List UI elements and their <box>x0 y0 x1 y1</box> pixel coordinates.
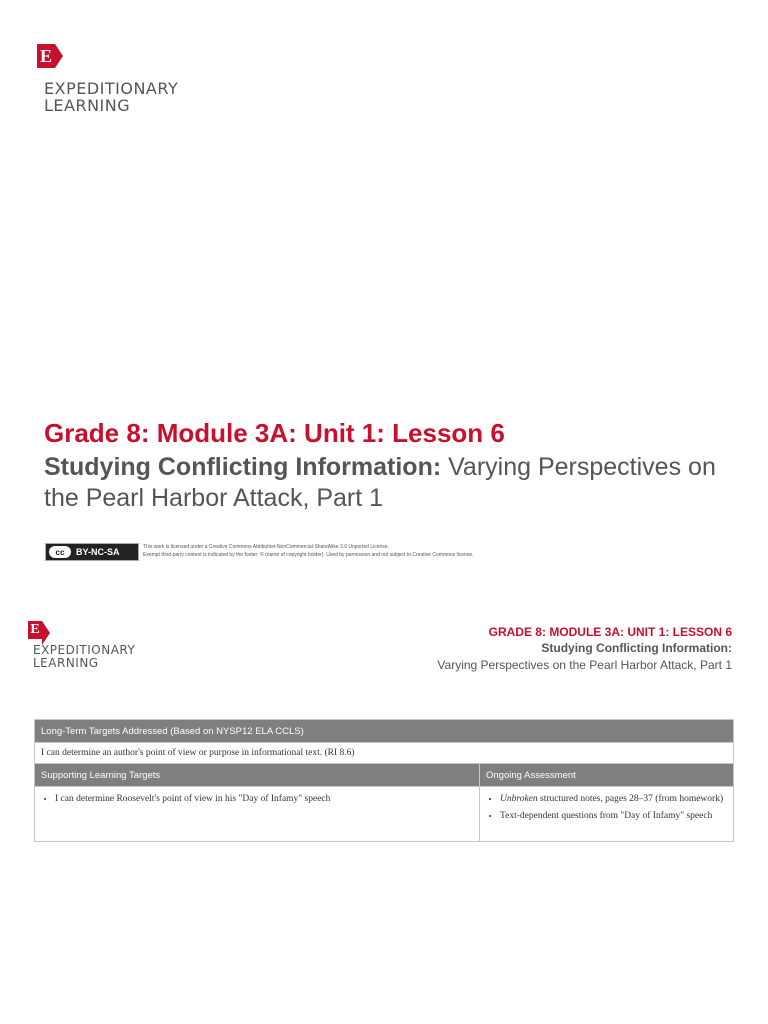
cover-title: Grade 8: Module 3A: Unit 1: Lesson 6 <box>44 418 505 448</box>
ongoing-item-text: structured notes, pages 28–37 (from homework) <box>537 794 724 804</box>
logo-line1: EXPEDITIONARY <box>44 79 179 98</box>
supporting-targets-cell <box>35 787 480 841</box>
cover-subtitle-bold: Studying Conflicting Information: <box>44 453 442 481</box>
lesson-header-subtitle: Studying Conflicting Information: <box>541 641 732 655</box>
long-term-header: Long-Term Targets Addressed (Based on NYSP12 ELA CCLS) <box>35 720 733 742</box>
ongoing-assessment-item <box>500 793 727 805</box>
ongoing-assessment-header: Ongoing Assessment <box>480 764 733 786</box>
supporting-target-item: • I can determine Roosevelt's point of view in his "Day of Infamy" speech <box>55 793 473 805</box>
header-logo-mark: E <box>28 621 42 639</box>
book-title: Unbroken <box>500 794 538 804</box>
header-logo-line1: EXPEDITIONARY <box>33 643 136 657</box>
cover-subtitle-rest: Varying Perspectives on the Pearl Harbor Attack, Part 1 <box>44 453 716 513</box>
header-logo-line2: LEARNING <box>33 655 99 670</box>
header-logo-text <box>33 644 135 669</box>
long-term-row <box>35 743 733 764</box>
cc-icon: cc <box>49 546 71 558</box>
cc-badge-label: BY-NC-SA <box>76 547 120 557</box>
target-content-row <box>35 787 733 841</box>
target-header-row <box>35 764 733 787</box>
ongoing-assessment-item: • Text-dependent questions from "Day of Infamy" speech <box>500 810 727 822</box>
lesson-header-grade: GRADE 8: MODULE 3A: UNIT 1: LESSON 6 <box>488 625 732 639</box>
license-line1: This work is licensed under a Creative Commons Attribution-NonCommercial-ShareAlike 3.0 Unported License. <box>143 544 389 550</box>
long-term-header-row <box>35 720 733 743</box>
lesson-header-subtitle-2: Varying Perspectives on the Pearl Harbor Attack, Part 1 <box>437 658 732 672</box>
license-line2: Exempt third-party content is indicated by the footer: © (name of copyright holder). Used by permission and not subject to Creative Commons license. <box>143 551 474 558</box>
ongoing-assessment-cell <box>480 787 733 841</box>
logo-text <box>44 81 178 115</box>
supporting-targets-header: Supporting Learning Targets <box>35 764 480 786</box>
cover-subtitle <box>44 452 744 515</box>
license-text <box>143 544 474 559</box>
logo-mark: E <box>37 44 55 68</box>
logo-line2: LEARNING <box>44 95 131 115</box>
cc-license-badge[interactable] <box>45 543 139 561</box>
long-term-text: I can determine an author's point of view or purpose in informational text. (RI 8.6) <box>41 748 355 758</box>
learning-targets-table <box>34 719 734 842</box>
